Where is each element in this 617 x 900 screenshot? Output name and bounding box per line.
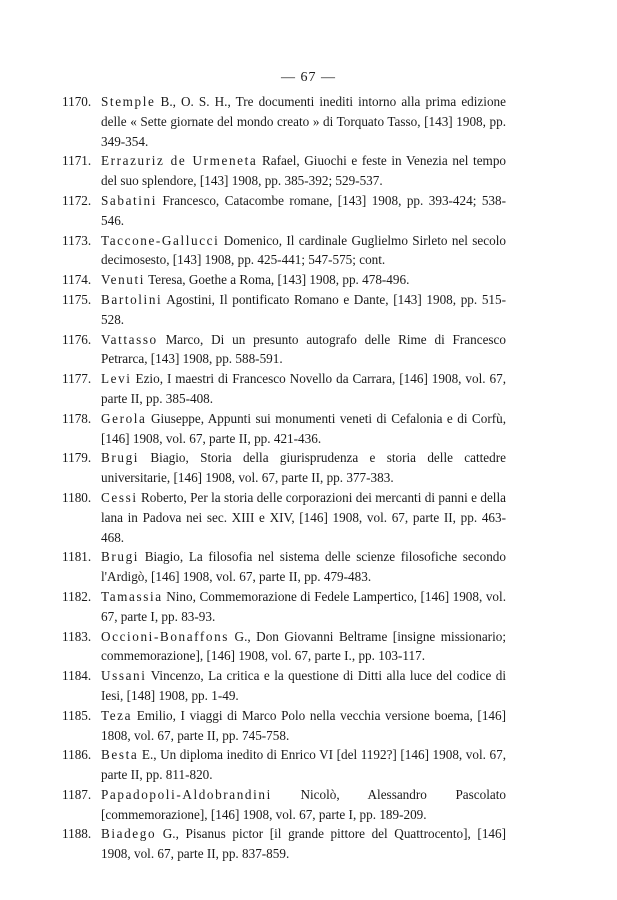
entry-number: 1187. — [62, 786, 92, 802]
entry-text: Rafael, Giuochi e feste in Venezia nel tempo del suo splendore, [143] 1908, pp. 385-392; 529-537. — [101, 153, 507, 189]
entry-number: 1184. — [62, 668, 92, 684]
entry-text: Vincenzo, La critica e la questione di Ditti alla luce del codice di Iesi, [148] 1908, pp. 1-49. — [101, 668, 506, 703]
bibliography-entry — [62, 824, 506, 864]
page-number: — 67 — — [281, 70, 336, 85]
entry-author: Taccone-Gallucci — [101, 232, 220, 248]
entry-number: 1176. — [62, 331, 92, 347]
entry-text: G., Don Giovanni Beltrame [insigne missionario; commemorazione], [146] 1908, vol. 67, parte I., pp. 103-117. — [101, 628, 506, 664]
entry-author: Gerola — [101, 410, 147, 426]
entry-text: Francesco, Catacombe romane, [143] 1908, pp. 393-424; 538-546. — [101, 192, 506, 228]
entry-number: 1180. — [62, 489, 92, 505]
entry-author: Sabatini — [101, 192, 158, 208]
entry-number: 1170. — [62, 94, 92, 109]
entry-author: Errazuriz de Urmeneta — [101, 153, 258, 169]
bibliography-entry — [62, 151, 506, 191]
bibliography-entry — [62, 706, 506, 746]
bibliography-entry — [62, 92, 506, 151]
entry-text: Biagio, La filosofia nel sistema delle scienze filosofiche secondo l'Ardigò, [146] 1908, vol. 67, parte II, pp. 479-483. — [101, 549, 506, 585]
entry-text: Agostini, Il pontificato Romano e Dante, [143] 1908, pp. 515-528. — [101, 291, 506, 327]
entry-number: 1185. — [62, 707, 92, 723]
entry-author: Brugi — [101, 450, 140, 466]
bibliography-entry — [62, 547, 506, 587]
bibliography-entry — [62, 666, 506, 706]
entry-author: Brugi — [101, 549, 140, 565]
entry-author: Vattasso — [101, 331, 158, 347]
bibliography-entry — [62, 191, 506, 231]
entry-author: Besta — [101, 747, 139, 763]
entry-number: 1172. — [62, 192, 92, 208]
entry-author: Tamassia — [101, 588, 163, 604]
entry-text: Marco, Di un presunto autografo delle Rime di Francesco Petrarca, [143] 1908, pp. 588-591. — [101, 331, 506, 367]
entry-author: Papadopoli-Aldobrandini — [101, 786, 272, 802]
entry-text: G., Pisanus pictor [il grande pittore del Quattrocento], [146] 1908, vol. 67, parte II, pp. 837-859. — [101, 826, 506, 862]
entry-number: 1171. — [62, 153, 92, 169]
entry-author: Stemple — [101, 94, 156, 109]
bibliography-list — [62, 92, 506, 864]
entry-text: Giuseppe, Appunti sui monumenti veneti di Cefalonia e di Corfù, [146] 1908, vol. 67, parte II, pp. 421-436. — [101, 410, 506, 446]
entry-number: 1177. — [62, 371, 92, 387]
entry-text: Nicolò, Alessandro Pascolato [commemorazione], [146] 1908, vol. 67, parte I, pp. 189-209. — [101, 786, 506, 822]
entry-text: Emilio, I viaggi di Marco Polo nella vecchia versione boema, [146] 1808, vol. 67, parte II, pp. 745-758. — [101, 707, 506, 743]
bibliography-entry — [62, 448, 506, 488]
entry-text: B., O. S. H., Tre documenti inediti intorno alla prima edizione delle « Sette giornate del mondo creato » di Torquato Tasso, [143] 1908, pp. 349-354. — [101, 94, 506, 149]
entry-author: Cessi — [101, 489, 138, 505]
entry-text: E., Un diploma inedito di Enrico VI [del 1192?] [146] 1908, vol. 67, parte II, pp. 811-820. — [101, 747, 506, 783]
entry-author: Venuti — [101, 272, 146, 288]
entry-text: Domenico, Il cardinale Guglielmo Sirleto nel secolo decimosesto, [143] 1908, pp. 425-441; 547-575; cont. — [101, 232, 506, 268]
entry-number: 1186. — [62, 747, 92, 763]
bibliography-entry — [62, 745, 506, 785]
entry-author: Teza — [101, 707, 133, 723]
entry-number: 1174. — [62, 272, 92, 288]
entry-text: Ezio, I maestri di Francesco Novello da Carrara, [146] 1908, vol. 67, parte II, pp. 385-408. — [101, 371, 506, 406]
entry-text: Nino, Commemorazione di Fedele Lampertico, [146] 1908, vol. 67, parte I, pp. 83-93. — [101, 588, 506, 624]
entry-author: Bartolini — [101, 291, 163, 307]
entry-author: Occioni-Bonaffons — [101, 628, 230, 644]
entry-number: 1183. — [62, 628, 92, 644]
bibliography-entry — [62, 627, 506, 667]
entry-number: 1188. — [62, 826, 92, 842]
bibliography-entry — [62, 587, 506, 627]
bibliography-entry — [62, 785, 506, 825]
entry-author: Biadego — [101, 826, 157, 842]
entry-text: Teresa, Goethe a Roma, [143] 1908, pp. 478-496. — [145, 272, 410, 288]
entry-text: Roberto, Per la storia delle corporazioni dei mercanti di panni e della lana in Padova nei sec. XIII e XIV, [146] 1908, vol. 67, parte II, pp. 463-468. — [101, 489, 506, 545]
entry-number: 1181. — [62, 549, 92, 565]
entry-author: Ussani — [101, 668, 147, 684]
bibliography-entry — [62, 290, 506, 330]
bibliography-entry — [62, 270, 506, 290]
entry-number: 1175. — [62, 291, 92, 307]
bibliography-entry — [62, 488, 506, 547]
entry-number: 1173. — [62, 232, 92, 248]
bibliography-entry — [62, 369, 506, 409]
bibliography-entry — [62, 231, 506, 271]
bibliography-entry — [62, 409, 506, 449]
entry-number: 1179. — [62, 450, 92, 466]
bibliography-entry — [62, 330, 506, 370]
entry-number: 1182. — [62, 588, 92, 604]
entry-text: Biagio, Storia della giurisprudenza e storia delle cattedre universitarie, [146] 1908, vol. 67, parte II, pp. 377-383. — [101, 450, 506, 486]
entry-author: Levi — [101, 371, 132, 387]
entry-number: 1178. — [62, 410, 92, 426]
